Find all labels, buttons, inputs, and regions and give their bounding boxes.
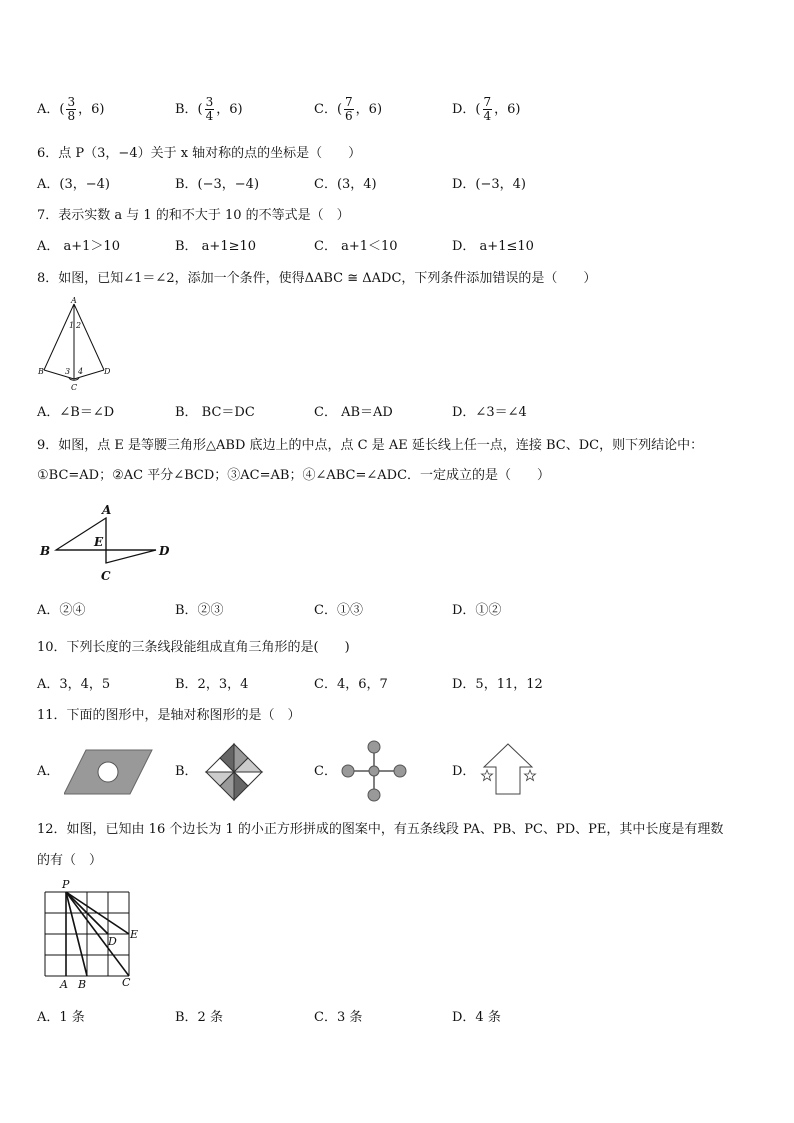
q8-option-a[interactable]: A．∠B＝∠D: [37, 405, 115, 420]
point-e-label: E: [130, 928, 139, 941]
q9-option-a[interactable]: A．②④: [37, 603, 86, 618]
vertex-c-label: C: [101, 569, 111, 583]
fraction: $\frac{3}{8}$: [67, 95, 76, 123]
q7-option-d[interactable]: D． a+1≤10: [452, 239, 534, 254]
question-12-stem-line-1: 12．如图，已知由 16 个边长为 1 的小正方形拼成的图案中，有五条线段 PA、PB、PC、PD、PE，其中长度是有理数: [37, 822, 724, 837]
q8-option-b[interactable]: B． BC＝DC: [175, 405, 255, 420]
vertex-b-label: B: [40, 544, 51, 558]
q5-option-c[interactable]: C．( $\frac{7}{6}$ ，6): [314, 95, 383, 123]
q7-option-a[interactable]: A． a+1＞10: [37, 239, 120, 254]
point-a-label: A: [60, 978, 68, 991]
pinwheel-icon: [203, 741, 265, 803]
point-c-label: C: [122, 976, 131, 989]
q10-option-d[interactable]: D．5，11，12: [452, 677, 543, 692]
q11-option-c[interactable]: C．: [314, 764, 337, 779]
q5-option-a[interactable]: A．( $\frac{3}{8}$ ，6): [37, 95, 105, 123]
fraction: $\frac{7}{6}$: [345, 95, 353, 123]
grid-figure-q12: [40, 876, 146, 994]
question-6-stem: 6．点 P（3，−4）关于 x 轴对称的点的坐标是（ ）: [37, 146, 362, 161]
q12-option-b[interactable]: B．2 条: [175, 1010, 223, 1025]
q7-option-c[interactable]: C． a+1＜10: [314, 239, 398, 254]
q11-option-a[interactable]: A．: [37, 764, 60, 779]
vertex-d-label: D: [104, 367, 111, 376]
q7-option-b[interactable]: B． a+1≥10: [175, 239, 257, 254]
q12-option-c[interactable]: C．3 条: [314, 1010, 363, 1025]
q8-option-d[interactable]: D．∠3＝∠4: [452, 405, 527, 420]
angle-3-label: 3: [65, 367, 71, 376]
angle-1-label: 1: [69, 321, 75, 330]
vertex-a-label: A: [102, 503, 112, 517]
cross-dots-icon: [340, 738, 408, 804]
q6-option-c[interactable]: C．(3，4): [314, 177, 377, 192]
angle-2-label: 2: [76, 321, 82, 330]
vertex-c-label: C: [71, 383, 78, 392]
vertex-d-label: D: [159, 544, 170, 558]
q11-option-b[interactable]: B．: [175, 764, 198, 779]
fraction: $\frac{3}{4}$: [205, 95, 214, 123]
vertex-a-label: A: [71, 296, 77, 305]
question-11-stem: 11．下面的图形中，是轴对称图形的是（ ）: [37, 708, 301, 723]
q6-option-b[interactable]: B．(−3，−4): [175, 177, 260, 192]
q11-option-d[interactable]: D．: [452, 764, 476, 779]
q9-option-c[interactable]: C．①③: [314, 603, 363, 618]
q12-option-a[interactable]: A．1 条: [37, 1010, 85, 1025]
q9-option-d[interactable]: D．①②: [452, 603, 502, 618]
q5-option-b[interactable]: B．( $\frac{3}{4}$ ，6): [175, 95, 243, 123]
question-10-stem: 10．下列长度的三条线段能组成直角三角形的是( ): [37, 640, 350, 655]
kite-figure-q8: [36, 296, 116, 394]
question-9-stem-line-1: 9．如图，点 E 是等腰三角形△ABD 底边上的中点，点 C 是 AE 延长线上任一点，连接 BC、DC，则下列结论中：: [37, 438, 704, 453]
fraction: $\frac{7}{4}$: [483, 95, 492, 123]
question-8-stem: 8．如图，已知∠1＝∠2，添加一个条件，使得ΔABC ≅ ΔADC，下列条件添加错误的是（ ）: [37, 271, 597, 286]
point-p-label: P: [62, 878, 70, 891]
q9-option-b[interactable]: B．②③: [175, 603, 224, 618]
q8-option-c[interactable]: C． AB＝AD: [314, 405, 393, 420]
point-b-label: B: [78, 978, 87, 991]
quadrilateral-figure-q9: [36, 500, 176, 586]
q10-option-c[interactable]: C．4，6，7: [314, 677, 388, 692]
arrow-with-stars-icon: [478, 741, 538, 797]
angle-4-label: 4: [78, 367, 84, 376]
vertex-b-label: B: [38, 367, 44, 376]
q6-option-a[interactable]: A．(3，−4): [37, 177, 110, 192]
point-d-label: D: [108, 935, 117, 948]
q10-option-b[interactable]: B．2，3，4: [175, 677, 249, 692]
point-e-label: E: [94, 535, 104, 549]
parallelogram-with-circle-icon: [64, 748, 154, 796]
q5-option-d[interactable]: D．( $\frac{7}{4}$ ，6): [452, 95, 521, 123]
q10-option-a[interactable]: A．3，4，5: [37, 677, 111, 692]
question-7-stem: 7．表示实数 a 与 1 的和不大于 10 的不等式是（ ）: [37, 208, 350, 223]
question-12-stem-line-2: 的有（ ）: [37, 853, 103, 868]
q6-option-d[interactable]: D．(−3，4): [452, 177, 527, 192]
q12-option-d[interactable]: D．4 条: [452, 1010, 501, 1025]
question-9-stem-line-2: ①BC=AD；②AC 平分∠BCD；③AC=AB；④∠ABC=∠ADC．一定成立的是（ ）: [37, 468, 551, 483]
